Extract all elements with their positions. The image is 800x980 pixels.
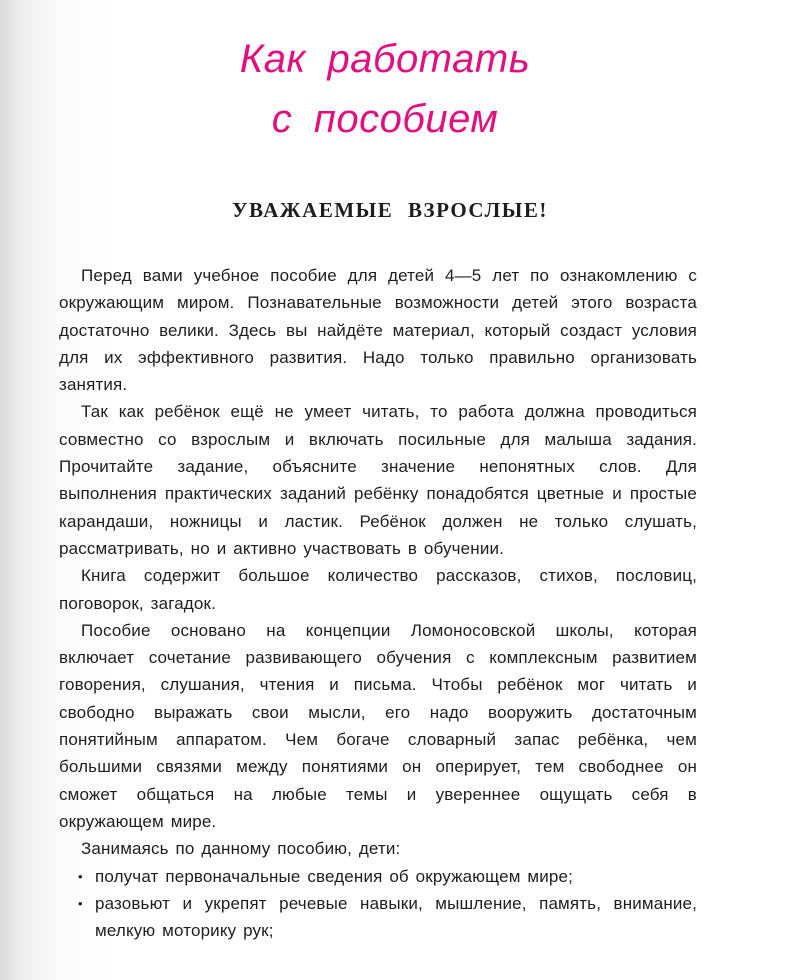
list-item [59,863,697,890]
section-heading: УВАЖАЕМЫЕ ВЗРОСЛЫЕ! [232,198,548,222]
benefits-list [59,863,697,945]
paragraph: Книга содержит большое количество рассказов, стихов, пословиц, поговорок, загадок. [59,566,697,613]
paragraph: Пособие основано на концепции Ломоносовской школы, которая включает сочетание развивающего обучения с комплексным развитием говорения, слушания, чтения и письма. Чтобы ребёнок мог читать и свободно выражать свои мысли, его надо вооружить достаточным понятийным аппаратом. Чем богаче словарный запас ребёнка, чем большими связями между понятиями он оперирует, тем свободнее он сможет общаться на любые темы и увереннее ощущать себя в окружающем мире. [59,620,697,831]
paragraph: Перед вами учебное пособие для детей 4—5 лет по ознакомлению с окружающим миром. Познавательные возможности детей этого возраста достаточно велики. Здесь вы найдёте материал, который создаст условия для их эффективного развития. Надо только правильно организовать занятия. [59,266,697,395]
page-title-line-2: с пособием [271,97,499,141]
list-item-text: разовьют и укрепят речевые навыки, мышление, память, внимание, мелкую моторику рук; [95,893,697,941]
body-text [59,262,697,944]
page-title-line-1: Как работать [239,37,531,81]
list-item-text: получат первоначальные сведения об окружающем мире; [95,866,573,886]
list-item [59,890,697,945]
list-intro: Занимаясь по данному пособию, дети: [81,839,401,859]
bullet-icon: • [78,868,83,884]
paragraph: Так как ребёнок ещё не умеет читать, то работа должна проводиться совместно со взрослым и включать посильные для малыша задания. Прочитайте задание, объясните значение непонятных слов. Для выполнения практических заданий ребёнку понадобятся цветные и простые карандаши, ножницы и ластик. Ребёнок должен не только слушать, рассматривать, но и активно участвовать в обучении. [59,402,697,558]
bullet-icon: • [78,895,83,911]
